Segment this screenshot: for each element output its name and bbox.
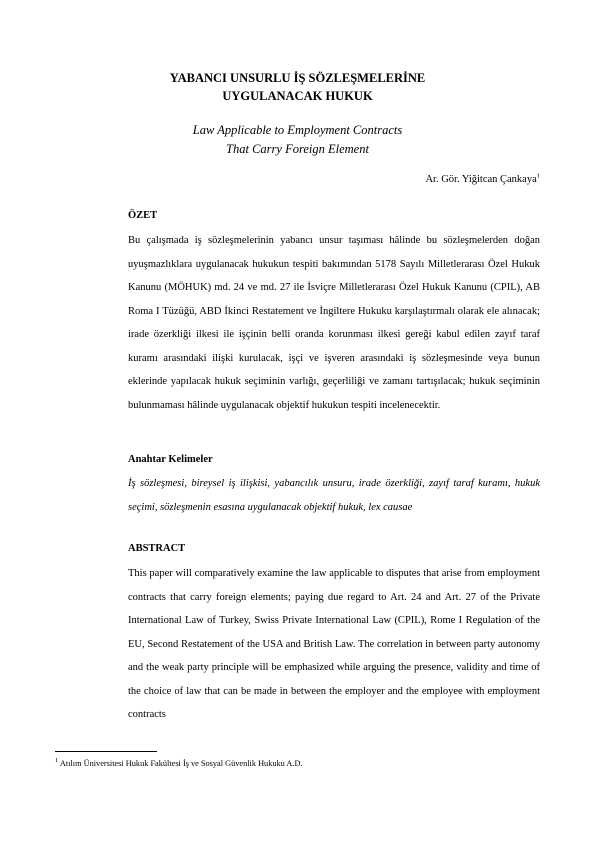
subtitle-line-1: Law Applicable to Employment Contracts <box>192 123 403 137</box>
abstract-paragraph: This paper will comparatively examine the law applicable to disputes that arise from employment contracts that carry foreign elements; paying due regard to Art. 24 and Art. 27 of the Private International Law of Turkey, Swiss Private International Law (CPIL), Rome I Regulation of the EU, Second Restatement of the USA and British Law. The correlation in between party autonomy and the weak party principle will be emphasized while arguing the presence, validity and time of the choice of law that can be made in between the employer and the employee with employment contracts <box>128 568 540 720</box>
title-line-2: UYGULANACAK HUKUK <box>222 89 373 103</box>
keywords-paragraph: İş sözleşmesi, bireysel iş ilişkisi, yabancılık unsuru, irade özerkliği, zayıf taraf kuramı, hukuk seçimi, sözleşmenin esasına uygulanacak objektif hukuk, lex causae <box>128 478 540 513</box>
footnote-text: Atılım Üniversitesi Hukuk Fakültesi İş ve Sosyal Güvenlik Hukuku A.D. <box>59 759 303 768</box>
keywords-heading: Anahtar Kelimeler <box>128 454 213 465</box>
footnote-divider <box>55 751 157 752</box>
title-line-1: YABANCI UNSURLU İŞ SÖZLEŞMELERİNE <box>169 71 426 85</box>
footnote-mark: 1 <box>55 757 59 765</box>
ozet-heading: ÖZET <box>128 210 158 221</box>
author-line <box>425 173 540 187</box>
abstract-heading: ABSTRACT <box>128 543 186 554</box>
subtitle-line-2: That Carry Foreign Element <box>226 142 369 156</box>
author-footnote-mark[interactable]: 1 <box>536 172 540 180</box>
footnote <box>55 758 303 769</box>
ozet-paragraph: Bu çalışmada iş sözleşmelerinin yabancı unsur taşıması hâlinde bu sözleşmelerden doğan uyuşmazlıklara uygulanacak hukukun tespiti bakımından 5178 Sayılı Milletlerarası Özel Hukuk Kanunu (MÖHUK) md. 24 ve md. 27 ile İsviçre Milletlerarası Özel Hukuk Kanunu (CPIL), AB Roma I Tüzüğü, ABD İkinci Restatement ve İngiltere Hukuku karşılaştırmalı olarak ele alınacak; irade özerkliği ilkesi ile işçinin belli oranda korunması ilkesi gereği kabul edilen zayıf taraf kuramı arasındaki ilişki kurulacak, işçi ve işveren arasındaki iş sözleşmesinde veya bunun eklerinde yapılacak hukuk seçiminin varlığı, geçerliliği ve zamanı tartışılacak; hukuk seçiminin bulunmaması hâlinde uygulanacak objektif hukukun tespiti incelenecektir. <box>128 235 540 411</box>
author-name: Ar. Gör. Yiğitcan Çankaya <box>425 174 537 185</box>
